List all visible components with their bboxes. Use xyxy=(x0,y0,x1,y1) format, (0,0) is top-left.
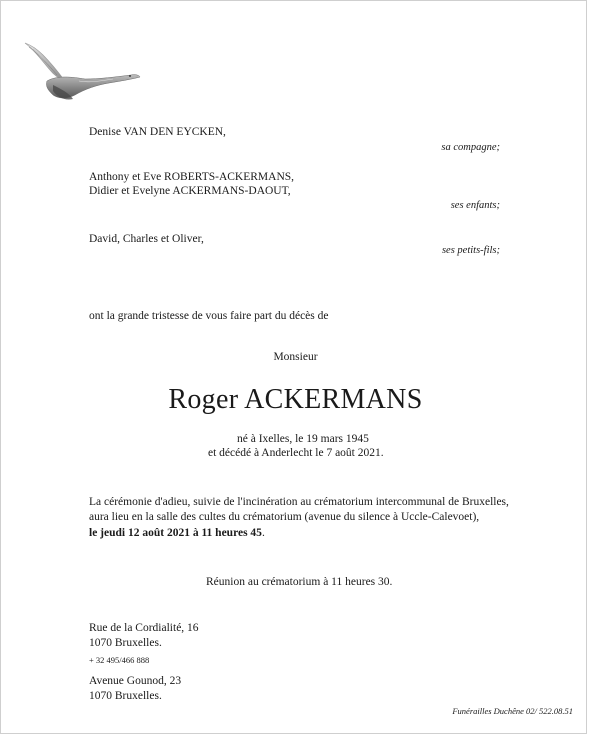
title-monsieur: Monsieur xyxy=(273,351,318,363)
death-text: et décédé à Anderlecht le 7 août 2021. xyxy=(208,447,384,459)
companion-role: sa compagne; xyxy=(441,142,500,153)
birth-text: né à Ixelles, le 19 mars 1945 xyxy=(237,433,369,445)
announcement-text: ont la grande tristesse de vous faire part du décès de xyxy=(89,310,329,322)
address-1-phone: + 32 495/466 888 xyxy=(89,655,150,665)
address-1-city: 1070 Bruxelles. xyxy=(89,637,162,649)
deceased-name: Roger ACKERMANS xyxy=(168,384,423,415)
children-line-2: Didier et Evelyne ACKERMANS-DAOUT, xyxy=(89,185,291,197)
grandchildren-name: David, Charles et Oliver, xyxy=(89,233,204,245)
ceremony-date xyxy=(89,526,265,540)
ceremony-date-end: . xyxy=(261,527,265,539)
funeral-home-footer: Funérailles Duchêne 02/ 522.08.51 xyxy=(452,706,573,716)
address-2-street: Avenue Gounod, 23 xyxy=(89,675,182,687)
ceremony-date-bold: le jeudi 12 août 2021 à 11 heures 45 xyxy=(89,527,262,539)
children-line-1: Anthony et Eve ROBERTS-ACKERMANS, xyxy=(89,171,295,183)
companion-name: Denise VAN DEN EYCKEN, xyxy=(89,126,226,138)
grandchildren-role: ses petits-fils; xyxy=(441,245,500,256)
dove-icon xyxy=(23,39,141,103)
ceremony-line-2: aura lieu en la salle des cultes du crématorium (avenue du silence à Uccle-Calevoet), xyxy=(89,511,480,523)
address-2-city: 1070 Bruxelles. xyxy=(89,690,162,702)
children-role: ses enfants; xyxy=(450,200,500,211)
address-1-street: Rue de la Cordialité, 16 xyxy=(89,622,199,634)
ceremony-line-1: La cérémonie d'adieu, suivie de l'incinération au crématorium intercommunal de Bruxelles, xyxy=(89,496,509,508)
meeting-text: Réunion au crématorium à 11 heures 30. xyxy=(206,576,393,588)
